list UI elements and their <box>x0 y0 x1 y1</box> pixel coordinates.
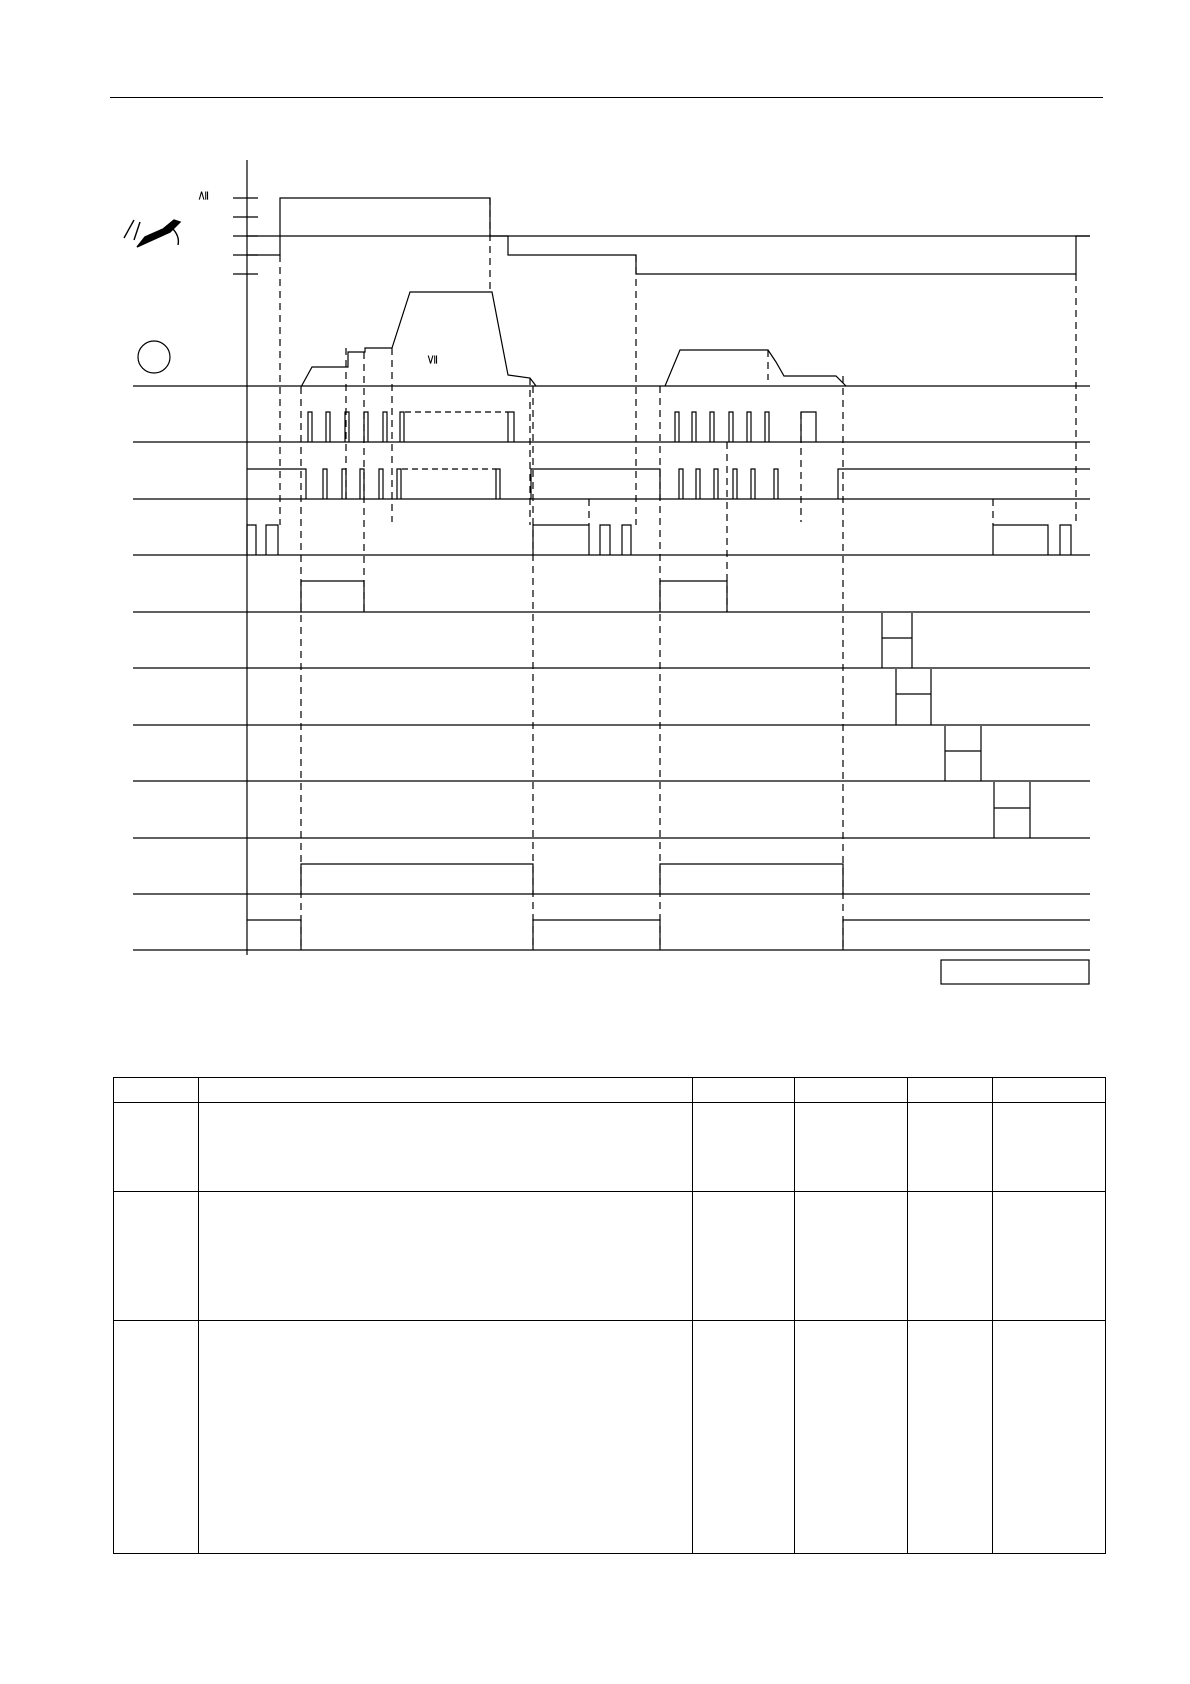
pulse-row-1 <box>308 412 816 442</box>
speed-le-mark: ≦ <box>424 354 439 365</box>
signal-row-5 <box>882 613 912 668</box>
table-row <box>114 1321 1106 1554</box>
pedal-position-trace <box>247 198 1090 274</box>
table-header-cell <box>114 1078 199 1103</box>
table-cell <box>993 1103 1106 1192</box>
table-cell <box>993 1321 1106 1554</box>
sync-dashed-lines <box>280 198 1076 950</box>
table-header-cell <box>993 1078 1106 1103</box>
table-header-cell <box>795 1078 908 1103</box>
table-cell <box>908 1192 993 1321</box>
signal-row-8 <box>994 782 1030 838</box>
signal-row-10 <box>247 920 1090 950</box>
table-header-cell <box>908 1078 993 1103</box>
vehicle-speed-trace <box>301 292 846 387</box>
table-cell <box>693 1321 795 1554</box>
table-header-cell <box>199 1078 693 1103</box>
signal-row-4 <box>301 581 727 612</box>
table-cell <box>114 1321 199 1554</box>
table-cell <box>795 1192 908 1321</box>
row-separators <box>133 386 1090 950</box>
accelerator-pedal-icon <box>124 220 180 247</box>
table-cell <box>199 1321 693 1554</box>
signal-row-7 <box>945 726 981 781</box>
signal-row-6 <box>896 669 931 725</box>
table-cell <box>114 1103 199 1192</box>
table-cell <box>199 1192 693 1321</box>
legend-box <box>941 960 1089 984</box>
table-cell <box>795 1321 908 1554</box>
speed-circle-icon <box>138 341 170 373</box>
table-cell <box>693 1103 795 1192</box>
table-cell <box>908 1321 993 1554</box>
pedal-ge-mark: ≧ <box>195 190 210 201</box>
signal-row-9 <box>301 864 843 894</box>
spec-table <box>113 1077 1106 1554</box>
table-cell <box>993 1192 1106 1321</box>
table-row <box>114 1192 1106 1321</box>
table-cell <box>199 1103 693 1192</box>
table-cell <box>693 1192 795 1321</box>
table-cell <box>795 1103 908 1192</box>
table-cell <box>114 1192 199 1321</box>
table-row <box>114 1103 1106 1192</box>
table-header-row <box>114 1078 1106 1103</box>
table-cell <box>908 1103 993 1192</box>
table-header-cell <box>693 1078 795 1103</box>
pulse-row-2 <box>247 469 1090 499</box>
pulse-row-3 <box>247 525 1071 555</box>
